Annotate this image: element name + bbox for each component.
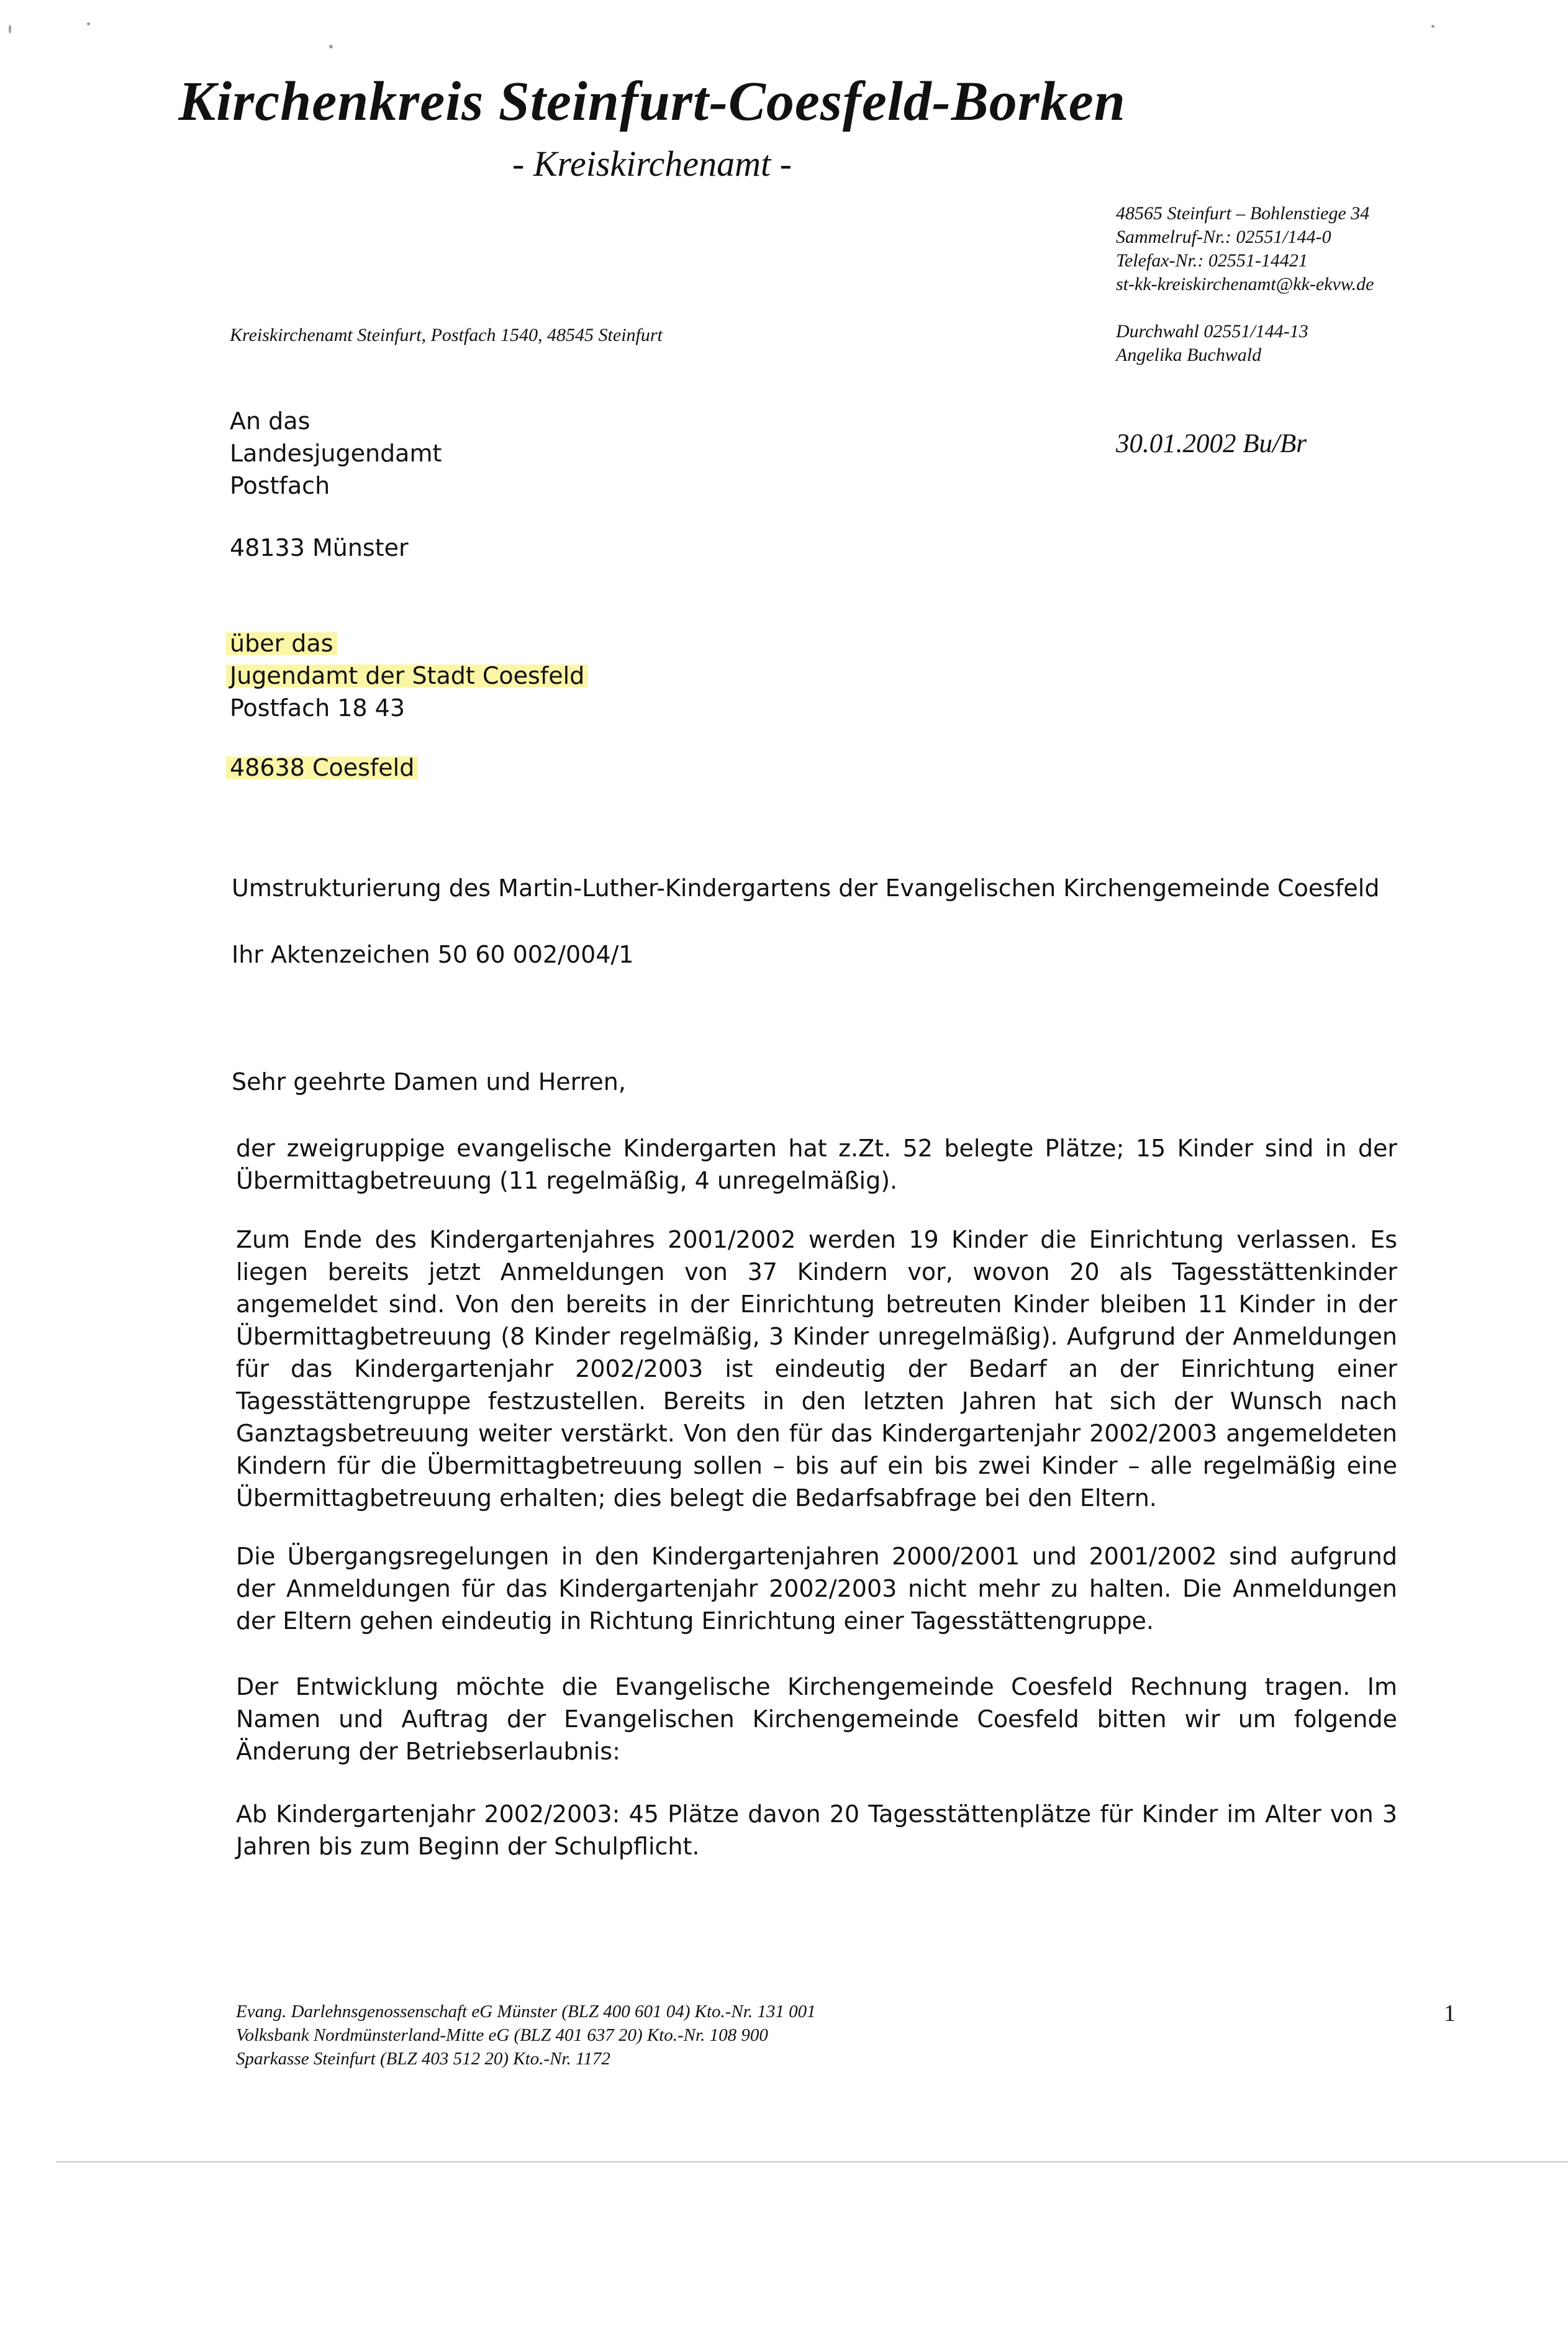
body-paragraph: der zweigruppige evangelische Kindergarten hat z.Zt. 52 belegte Plätze; 15 Kinder sind in der Übermittagbetreuung (11 regelmäßig, 4 unregelmäßig). xyxy=(236,1135,1397,1194)
body-paragraph: Ab Kindergartenjahr 2002/2003: 45 Plätze davon 20 Tagesstättenplätze für Kinder im Alter von 3 Jahren bis zum Beginn der Schulpflicht. xyxy=(236,1800,1397,1860)
contact-person: Angelika Buchwald xyxy=(1116,345,1262,365)
reference-number: Ihr Aktenzeichen 50 60 002/004/1 xyxy=(232,941,634,968)
page-number: 1 xyxy=(1444,2000,1456,2026)
via-city: 48638 Coesfeld xyxy=(226,754,418,781)
recipient-address xyxy=(230,405,442,502)
letterhead-organization: Kirchenkreis Steinfurt-Coesfeld-Borken xyxy=(178,71,1126,132)
sender-switchboard: Sammelruf-Nr.: 02551/144-0 xyxy=(1116,227,1331,247)
scan-speck xyxy=(329,45,333,48)
bank-line: Evang. Darlehnsgenossenschaft eG Münster (BLZ 400 601 04) Kto.-Nr. 131 001 xyxy=(236,2002,816,2022)
letterhead-department: - Kreiskirchenamt - xyxy=(512,143,792,184)
direct-line: Durchwahl 02551/144-13 xyxy=(1116,321,1308,342)
bank-line: Sparkasse Steinfurt (BLZ 403 512 20) Kto.-Nr. 1172 xyxy=(236,2049,610,2069)
return-address: Kreiskirchenamt Steinfurt, Postfach 1540, 48545 Steinfurt xyxy=(230,325,663,345)
body-paragraph: Zum Ende des Kindergartenjahres 2001/2002 werden 19 Kinder die Einrichtung verlassen. Es liegen bereits jetzt Anmeldungen von 37 Kindern vor, wovon 20 als Tagesstättenkinder angemeldet sind. Von den bereits in der Einrichtung betreuten Kinder bleiben 11 Kinder in der Übermittagbetreuung (8 Kinder regelmäßig, 3 Kinder unregelmäßig). Aufgrund der Anmeldungen für das Kindergartenjahr 2002/2003 ist eindeutig der Bedarf an der Einrichtung einer Tagesstättengruppe festzustellen. Bereits in den letzten Jahren hat sich der Wunsch nach Ganztagsbetreuung weiter verstärkt. Von den für das Kindergartenjahr 2002/2003 angemeldeten Kindern für die Übermittagbetreuung sollen – bis auf ein bis zwei Kinder – alle regelmäßig eine Übermittagbetreuung erhalten; dies belegt die Bedarfsabfrage bei den Eltern. xyxy=(236,1226,1397,1512)
scan-speck xyxy=(87,22,90,25)
contact-block xyxy=(1116,320,1308,367)
via-line: Postfach 18 43 xyxy=(230,694,406,722)
recipient-line: An das xyxy=(230,407,310,435)
sender-block xyxy=(1116,202,1374,296)
recipient-city: 48133 Münster xyxy=(230,534,409,561)
body-paragraph: Die Übergangsregelungen in den Kindergartenjahren 2000/2001 und 2001/2002 sind aufgrund der Anmeldungen für das Kindergartenjahr 2002/2003 nicht mehr zu halten. Die Anmeldungen der Eltern gehen eindeutig in Richtung Einrichtung einer Tagesstättengruppe. xyxy=(236,1543,1397,1635)
bank-line: Volksbank Nordmünsterland-Mitte eG (BLZ 401 637 20) Kto.-Nr. 108 900 xyxy=(236,2025,768,2045)
date-reference: 30.01.2002 Bu/Br xyxy=(1116,429,1307,458)
scan-speck xyxy=(1431,25,1434,28)
recipient-line: Landesjugendamt xyxy=(230,440,442,467)
subject-line: Umstrukturierung des Martin-Luther-Kindergartens der Evangelischen Kirchengemeinde Coesfeld xyxy=(232,874,1380,902)
sender-fax: Telefax-Nr.: 02551-14421 xyxy=(1116,250,1308,271)
sender-address: 48565 Steinfurt – Bohlenstiege 34 xyxy=(1116,203,1370,224)
sender-email: st-kk-kreiskirchenamt@kk-ekvw.de xyxy=(1116,274,1374,294)
via-line: Jugendamt der Stadt Coesfeld xyxy=(226,662,588,689)
footer-divider xyxy=(56,2161,1568,2162)
bank-details xyxy=(236,2000,816,2071)
via-line: über das xyxy=(226,630,337,657)
salutation: Sehr geehrte Damen und Herren, xyxy=(232,1068,626,1096)
recipient-line: Postfach xyxy=(230,472,330,499)
scan-speck xyxy=(9,25,11,34)
via-address xyxy=(230,627,588,724)
body-paragraph: Der Entwicklung möchte die Evangelische Kirchengemeinde Coesfeld Rechnung tragen. Im Namen und Auftrag der Evangelischen Kirchengemeinde Coesfeld bitten wir um folgende Änderung der Betriebserlaubnis: xyxy=(236,1673,1397,1765)
